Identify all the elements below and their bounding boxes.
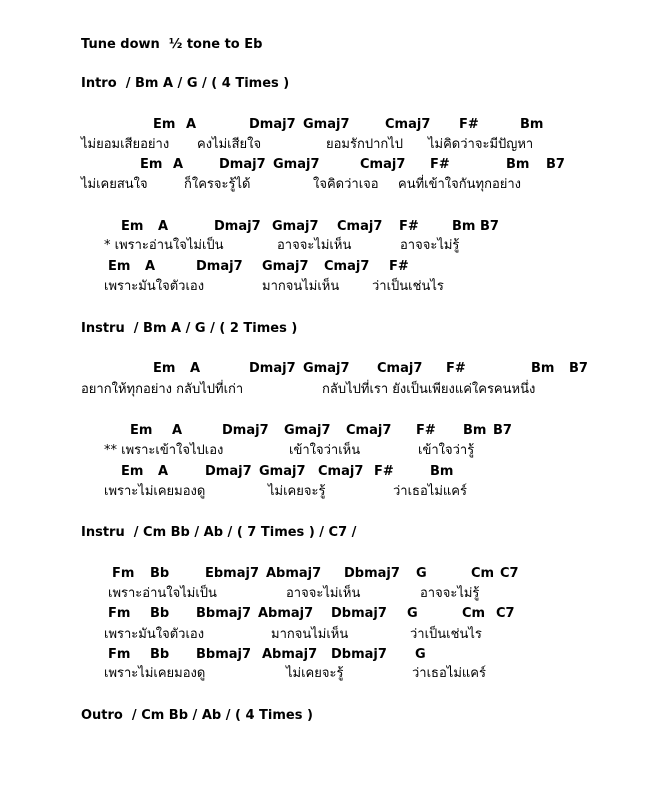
chord: Em xyxy=(121,464,144,479)
lyric: เพราะอ่านใจไม่เป็น xyxy=(108,586,217,601)
chord: F# xyxy=(459,117,479,132)
chord: Abmaj7 xyxy=(266,566,322,581)
chord: Cmaj7 xyxy=(337,219,383,234)
lyric: เพราะไม่เคยมองดู xyxy=(104,666,206,681)
chord: A xyxy=(190,361,201,376)
chord-line xyxy=(0,115,544,135)
lyric-line xyxy=(0,135,534,155)
lyric: เข้าใจว่าเห็น xyxy=(289,443,361,458)
chord: Em xyxy=(121,219,144,234)
lyric: ** เพราะเข้าใจไปเอง xyxy=(104,443,224,458)
instru-text: Instru / Bm A / G / ( 2 Times ) xyxy=(81,321,298,336)
chord: Fm xyxy=(112,566,135,581)
lyric: ว่าเป็นเช่นไร xyxy=(372,279,444,294)
chord: Bbmaj7 xyxy=(196,606,252,621)
chord-line xyxy=(0,359,588,379)
chord: Dmaj7 xyxy=(249,117,296,132)
instru-text: Instru / Cm Bb / Ab / ( 7 Times ) / C7 / xyxy=(81,525,357,540)
chord: Cmaj7 xyxy=(346,423,392,438)
chord: A xyxy=(173,157,184,172)
chord: Gmaj7 xyxy=(259,464,306,479)
chord: G xyxy=(415,647,426,662)
lyric-line xyxy=(0,175,522,195)
lyric: คงไม่เสียใจ xyxy=(197,137,262,152)
chord: C7 xyxy=(500,566,519,581)
instru-section xyxy=(0,319,298,339)
chord: Gmaj7 xyxy=(273,157,320,172)
chord: F# xyxy=(399,219,419,234)
chord: Dmaj7 xyxy=(214,219,261,234)
lyric-line xyxy=(0,482,467,502)
lyric: ไม่คิดว่าจะมีปัญหา xyxy=(428,137,534,152)
lyric-line xyxy=(0,277,444,297)
chord: Ebmaj7 xyxy=(205,566,260,581)
chord: B7 xyxy=(493,423,512,438)
chord: Gmaj7 xyxy=(303,361,350,376)
lyric: * เพราะอ่านใจไม่เป็น xyxy=(104,238,224,253)
lyric: มากจนไม่เห็น xyxy=(271,627,349,642)
chord: Bm xyxy=(531,361,555,376)
chord: B7 xyxy=(546,157,565,172)
chord: F# xyxy=(374,464,394,479)
lyric: อาจจะไม่รู้ xyxy=(420,586,480,601)
lyric: ใจคิดว่าเจอ xyxy=(313,177,379,192)
chord: Gmaj7 xyxy=(303,117,350,132)
chord: Bm xyxy=(430,464,454,479)
chord: Abmaj7 xyxy=(262,647,318,662)
chord: Dmaj7 xyxy=(205,464,252,479)
lyric: อยากให้ทุกอย่าง กลับไปที่เก่า xyxy=(81,382,244,397)
chord: Em xyxy=(153,361,176,376)
chord: Bb xyxy=(150,606,170,621)
intro-section xyxy=(0,74,290,94)
chord: Dmaj7 xyxy=(222,423,269,438)
lyric: มากจนไม่เห็น xyxy=(262,279,340,294)
chord: Cmaj7 xyxy=(360,157,406,172)
chord: B7 xyxy=(569,361,588,376)
lyric: ไม่เคยจะรู้ xyxy=(286,666,344,681)
chord: Bm xyxy=(463,423,487,438)
chord: C7 xyxy=(496,606,515,621)
lyric: ไม่ยอมเสียอย่าง xyxy=(81,137,170,152)
chord: G xyxy=(407,606,418,621)
lyric: เข้าใจว่ารู้ xyxy=(418,443,475,458)
chord: Cmaj7 xyxy=(377,361,423,376)
chord-line xyxy=(0,257,409,277)
chord: F# xyxy=(430,157,450,172)
lyric: ว่าเธอไม่แคร์ xyxy=(412,666,486,681)
chord: F# xyxy=(446,361,466,376)
chord: B7 xyxy=(480,219,499,234)
chord: Cm xyxy=(462,606,486,621)
intro-text: Intro / Bm A / G / ( 4 Times ) xyxy=(81,76,290,91)
lyric: เพราะไม่เคยมองดู xyxy=(104,484,206,499)
chord: Dmaj7 xyxy=(219,157,266,172)
chord: Bb xyxy=(150,647,170,662)
chord: Bb xyxy=(150,566,170,581)
chord: Gmaj7 xyxy=(284,423,331,438)
chord: Dbmaj7 xyxy=(331,606,387,621)
lyric: ไม่เคยจะรู้ xyxy=(268,484,326,499)
lyric-line xyxy=(0,236,460,256)
tuning-note xyxy=(0,35,263,55)
tuning-text: Tune down ½ tone to Eb xyxy=(81,37,263,52)
chord: A xyxy=(158,219,169,234)
chord: Bm xyxy=(506,157,530,172)
lyric: ว่าเป็นเช่นไร xyxy=(410,627,482,642)
chord: Fm xyxy=(108,606,131,621)
lyric: ไม่เคยสนใจ xyxy=(81,177,148,192)
chord: Fm xyxy=(108,647,131,662)
chord: F# xyxy=(389,259,409,274)
chord: Cm xyxy=(471,566,495,581)
lyric-line xyxy=(0,584,480,604)
chord: A xyxy=(145,259,156,274)
chord: F# xyxy=(416,423,436,438)
chord: Dmaj7 xyxy=(249,361,296,376)
lyric-line xyxy=(0,625,482,645)
chord: A xyxy=(172,423,183,438)
lyric: กลับไปที่เรา ยังเป็นเพียงแค่ใครคนหนึ่ง xyxy=(322,382,536,397)
chord: A xyxy=(158,464,169,479)
outro-text: Outro / Cm Bb / Ab / ( 4 Times ) xyxy=(81,708,313,723)
lyric: ก็ใครจะรู้ได้ xyxy=(184,177,251,192)
lyric-line xyxy=(0,441,475,461)
chord-line xyxy=(0,462,454,482)
chord: Em xyxy=(140,157,163,172)
chord: Abmaj7 xyxy=(258,606,314,621)
chord: Cmaj7 xyxy=(318,464,364,479)
chord: G xyxy=(416,566,427,581)
chord: Dbmaj7 xyxy=(331,647,387,662)
chord-line xyxy=(0,155,565,175)
chord-line xyxy=(0,564,519,584)
lyric: อาจจะไม่เห็น xyxy=(286,586,361,601)
chord: Bm xyxy=(452,219,476,234)
chord: Bm xyxy=(520,117,544,132)
chord: A xyxy=(186,117,197,132)
chord: Em xyxy=(130,423,153,438)
lyric: ว่าเธอไม่แคร์ xyxy=(393,484,467,499)
chord: Bbmaj7 xyxy=(196,647,252,662)
lyric: เพราะมันใจตัวเอง xyxy=(104,279,205,294)
lyric-line xyxy=(0,664,486,684)
lyric-line xyxy=(0,380,536,400)
chord: Em xyxy=(108,259,131,274)
lyric: เพราะมันใจตัวเอง xyxy=(104,627,205,642)
lyric: คนที่เข้าใจกันทุกอย่าง xyxy=(398,177,522,192)
instru-section xyxy=(0,523,357,543)
outro-section xyxy=(0,706,313,726)
lyric: ยอมรักปากไป xyxy=(326,137,404,152)
chord: Em xyxy=(153,117,176,132)
chord: Dbmaj7 xyxy=(344,566,400,581)
chord-line xyxy=(0,217,499,237)
chord-line xyxy=(0,421,512,441)
chord-line xyxy=(0,604,515,624)
chord: Gmaj7 xyxy=(262,259,309,274)
chord: Cmaj7 xyxy=(385,117,431,132)
chord-line xyxy=(0,645,426,665)
chord: Cmaj7 xyxy=(324,259,370,274)
chord: Dmaj7 xyxy=(196,259,243,274)
lyric: อาจจะไม่เห็น xyxy=(277,238,352,253)
chord: Gmaj7 xyxy=(272,219,319,234)
lyric: อาจจะไม่รู้ xyxy=(400,238,460,253)
